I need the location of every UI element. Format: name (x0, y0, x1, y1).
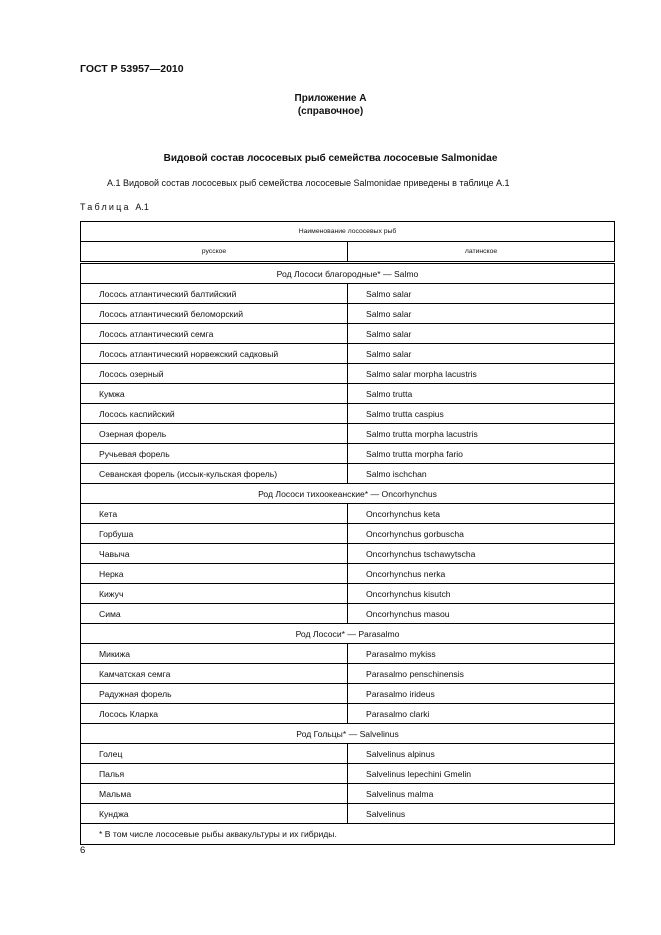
russian-name-cell: Лосось озерный (81, 364, 348, 384)
russian-name-cell: Лосось атлантический балтийский (81, 284, 348, 304)
table-row (81, 684, 615, 704)
russian-name-cell: Нерка (81, 564, 348, 584)
russian-name-cell: Лосось Кларка (81, 704, 348, 724)
species-table (80, 221, 615, 845)
latin-name-cell: Parasalmo clarki (348, 704, 615, 724)
latin-name-cell: Salmo salar morpha lacustris (348, 364, 615, 384)
russian-name-cell: Лосось атлантический беломорский (81, 304, 348, 324)
russian-name-cell: Сима (81, 604, 348, 624)
group-title: Род Лососи тихоокеанские* — Oncorhynchus (81, 484, 615, 504)
table-row (81, 284, 615, 304)
group-title: Род Гольцы* — Salvelinus (81, 724, 615, 744)
table-row (81, 704, 615, 724)
latin-name-cell: Parasalmo irideus (348, 684, 615, 704)
table-row (81, 564, 615, 584)
table-row (81, 644, 615, 664)
table-row (81, 584, 615, 604)
page-number: 6 (80, 845, 86, 856)
latin-name-cell: Salmo ischchan (348, 464, 615, 484)
russian-name-cell: Голец (81, 744, 348, 764)
russian-name-cell: Лосось атлантический норвежский садковый (81, 344, 348, 364)
table-row (81, 444, 615, 464)
appendix-subtitle: (справочное) (297, 106, 364, 117)
group-title: Род Лососи* — Parasalmo (81, 624, 615, 644)
table-row (81, 524, 615, 544)
section-heading: Видовой состав лососевых рыб семейства лососевые Salmonidae (163, 153, 498, 164)
table-row (81, 384, 615, 404)
latin-name-cell: Salmo salar (348, 304, 615, 324)
table-row (81, 344, 615, 364)
russian-name-cell: Кумжа (81, 384, 348, 404)
table-row (81, 804, 615, 824)
latin-name-cell: Salvelinus lepechini Gmelin (348, 764, 615, 784)
standard-code: ГОСТ Р 53957—2010 (80, 63, 184, 75)
russian-name-cell: Лосось каспийский (81, 404, 348, 424)
table-group-row (81, 263, 615, 284)
table-footnote: * В том числе лососевые рыбы аквакультуры и их гибриды. (81, 824, 615, 845)
russian-name-cell: Горбуша (81, 524, 348, 544)
latin-name-cell: Oncorhynchus keta (348, 504, 615, 524)
table-header-main: Наименование лососевых рыб (81, 222, 615, 242)
latin-name-cell: Parasalmo mykiss (348, 644, 615, 664)
russian-name-cell: Севанская форель (иссык-кульская форель) (81, 464, 348, 484)
latin-name-cell: Oncorhynchus gorbuscha (348, 524, 615, 544)
latin-name-cell: Salvelinus (348, 804, 615, 824)
latin-name-cell: Salvelinus malma (348, 784, 615, 804)
table-row (81, 404, 615, 424)
russian-name-cell: Кижуч (81, 584, 348, 604)
latin-name-cell: Salmo trutta morpha lacustris (348, 424, 615, 444)
appendix-heading (0, 92, 661, 118)
latin-name-cell: Salmo salar (348, 284, 615, 304)
species-table-body (81, 222, 615, 845)
russian-name-cell: Ручьевая форель (81, 444, 348, 464)
table-row (81, 364, 615, 384)
latin-name-cell: Salmo trutta morpha fario (348, 444, 615, 464)
table-row (81, 304, 615, 324)
group-title: Род Лососи благородные* — Salmo (81, 263, 615, 284)
russian-name-cell: Кета (81, 504, 348, 524)
table-label (80, 202, 149, 212)
table-group-row (81, 724, 615, 744)
russian-name-cell: Чавыча (81, 544, 348, 564)
table-footnote-row (81, 824, 615, 845)
table-row (81, 664, 615, 684)
intro-paragraph: А.1 Видовой состав лососевых рыб семейства лососевые Salmonidae приведены в таблице А.1 (107, 178, 510, 188)
appendix-title: Приложение А (294, 93, 367, 104)
table-row (81, 764, 615, 784)
table-header-row (81, 222, 615, 242)
table-row (81, 784, 615, 804)
latin-name-cell: Salmo trutta caspius (348, 404, 615, 424)
table-row (81, 424, 615, 444)
table-label-word: Таблица (80, 202, 131, 212)
russian-name-cell: Палья (81, 764, 348, 784)
latin-name-cell: Oncorhynchus tschawytscha (348, 544, 615, 564)
column-header-russian: русское (81, 242, 348, 263)
table-subheader-row (81, 242, 615, 263)
table-row (81, 464, 615, 484)
latin-name-cell: Salmo salar (348, 324, 615, 344)
russian-name-cell: Лосось атлантический семга (81, 324, 348, 344)
latin-name-cell: Salmo trutta (348, 384, 615, 404)
latin-name-cell: Salvelinus alpinus (348, 744, 615, 764)
table-row (81, 744, 615, 764)
latin-name-cell: Oncorhynchus kisutch (348, 584, 615, 604)
table-group-row (81, 484, 615, 504)
table-row (81, 544, 615, 564)
russian-name-cell: Радужная форель (81, 684, 348, 704)
table-row (81, 324, 615, 344)
russian-name-cell: Камчатская семга (81, 664, 348, 684)
russian-name-cell: Мальма (81, 784, 348, 804)
latin-name-cell: Oncorhynchus nerka (348, 564, 615, 584)
latin-name-cell: Oncorhynchus masou (348, 604, 615, 624)
russian-name-cell: Микижа (81, 644, 348, 664)
russian-name-cell: Кунджа (81, 804, 348, 824)
table-row (81, 604, 615, 624)
table-group-row (81, 624, 615, 644)
table-row (81, 504, 615, 524)
table-label-number: А.1 (135, 202, 149, 212)
latin-name-cell: Salmo salar (348, 344, 615, 364)
latin-name-cell: Parasalmo penschinensis (348, 664, 615, 684)
russian-name-cell: Озерная форель (81, 424, 348, 444)
column-header-latin: латинское (348, 242, 615, 263)
